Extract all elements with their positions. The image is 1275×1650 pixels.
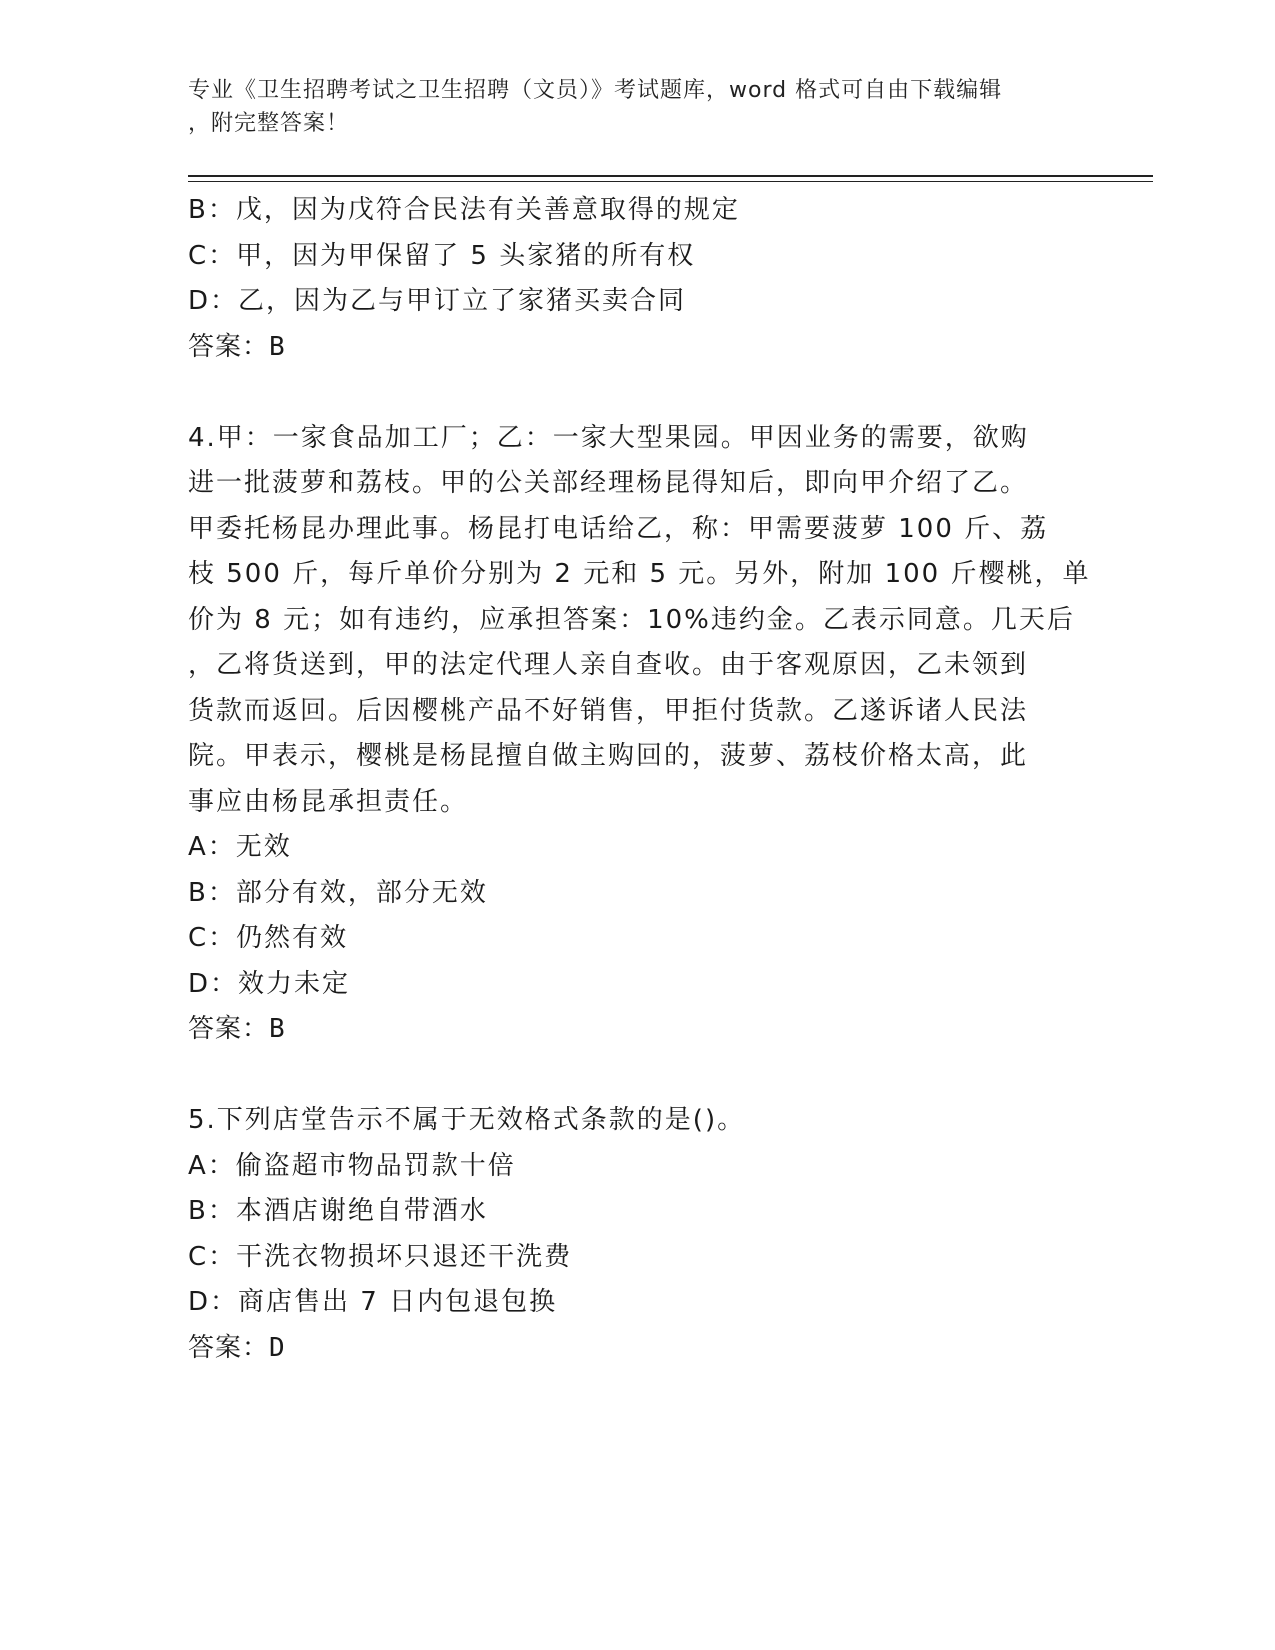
question-5-answer: 答案：D xyxy=(188,1332,286,1363)
question-3-options xyxy=(188,188,1088,325)
spacer xyxy=(188,1053,1088,1099)
stem-line: 价为 8 元；如有违约，应承担答案：10%违约金。乙表示同意。几天后 xyxy=(188,604,1075,635)
option-d: D：乙，因为乙与甲订立了家猪买卖合同 xyxy=(188,286,687,316)
option-d: D：效力未定 xyxy=(188,968,351,999)
option-a: A：无效 xyxy=(188,832,292,862)
question-5-stem: 5.下列店堂告示不属于无效格式条款的是()。 xyxy=(188,1105,746,1135)
question-3-answer: 答案：B xyxy=(188,331,286,362)
question-4-options xyxy=(188,825,1088,1007)
stem-line: 事应由杨昆承担责任。 xyxy=(188,786,469,817)
stem-line: 4.甲：一家食品加工厂；乙：一家大型果园。甲因业务的需要，欲购 xyxy=(188,422,1029,453)
option-c: C：仍然有效 xyxy=(188,923,349,953)
option-c: C：干洗衣物损坏只退还干洗费 xyxy=(188,1241,573,1272)
stem-line: 院。甲表示，樱桃是杨昆擅自做主购回的，菠萝、荔枝价格太高，此 xyxy=(188,741,1029,771)
option-b: B：部分有效，部分无效 xyxy=(188,877,488,908)
stem-line: 货款而返回。后因樱桃产品不好销售，甲拒付货款。乙遂诉诸人民法 xyxy=(188,695,1029,726)
stem-line: ，乙将货送到，甲的法定代理人亲自查收。由于客观原因，乙未领到 xyxy=(188,650,1029,680)
header-divider-thick xyxy=(188,175,1153,177)
stem-line: 枝 500 斤，每斤单价分别为 2 元和 5 元。另外，附加 100 斤樱桃，单 xyxy=(188,559,1091,589)
document-body xyxy=(188,188,1091,1371)
question-4-stem xyxy=(188,416,1091,826)
question-5-options xyxy=(188,1144,1088,1326)
header-line-2: ，附完整答案！ xyxy=(188,111,350,136)
option-b: B：本酒店谢绝自带酒水 xyxy=(188,1196,488,1226)
option-b: B：戊，因为戊符合民法有关善意取得的规定 xyxy=(188,195,740,225)
stem-line: 进一批菠萝和荔枝。甲的公关部经理杨昆得知后，即向甲介绍了乙。 xyxy=(188,468,1029,498)
question-4-answer: 答案：B xyxy=(188,1014,286,1044)
stem-line: 甲委托杨昆办理此事。杨昆打电话给乙，称：甲需要菠萝 100 斤、荔 xyxy=(188,513,1049,544)
document-header xyxy=(188,74,1068,140)
option-c: C：甲，因为甲保留了 5 头家猪的所有权 xyxy=(188,240,696,271)
spacer xyxy=(188,370,1088,416)
header-line-1: 专业《卫生招聘考试之卫生招聘（文员）》考试题库，word 格式可自由下载编辑 xyxy=(188,78,1003,103)
option-d: D：商店售出 7 日内包退包换 xyxy=(188,1287,558,1317)
header-divider-thin xyxy=(188,181,1153,182)
option-a: A：偷盗超市物品罚款十倍 xyxy=(188,1150,516,1181)
